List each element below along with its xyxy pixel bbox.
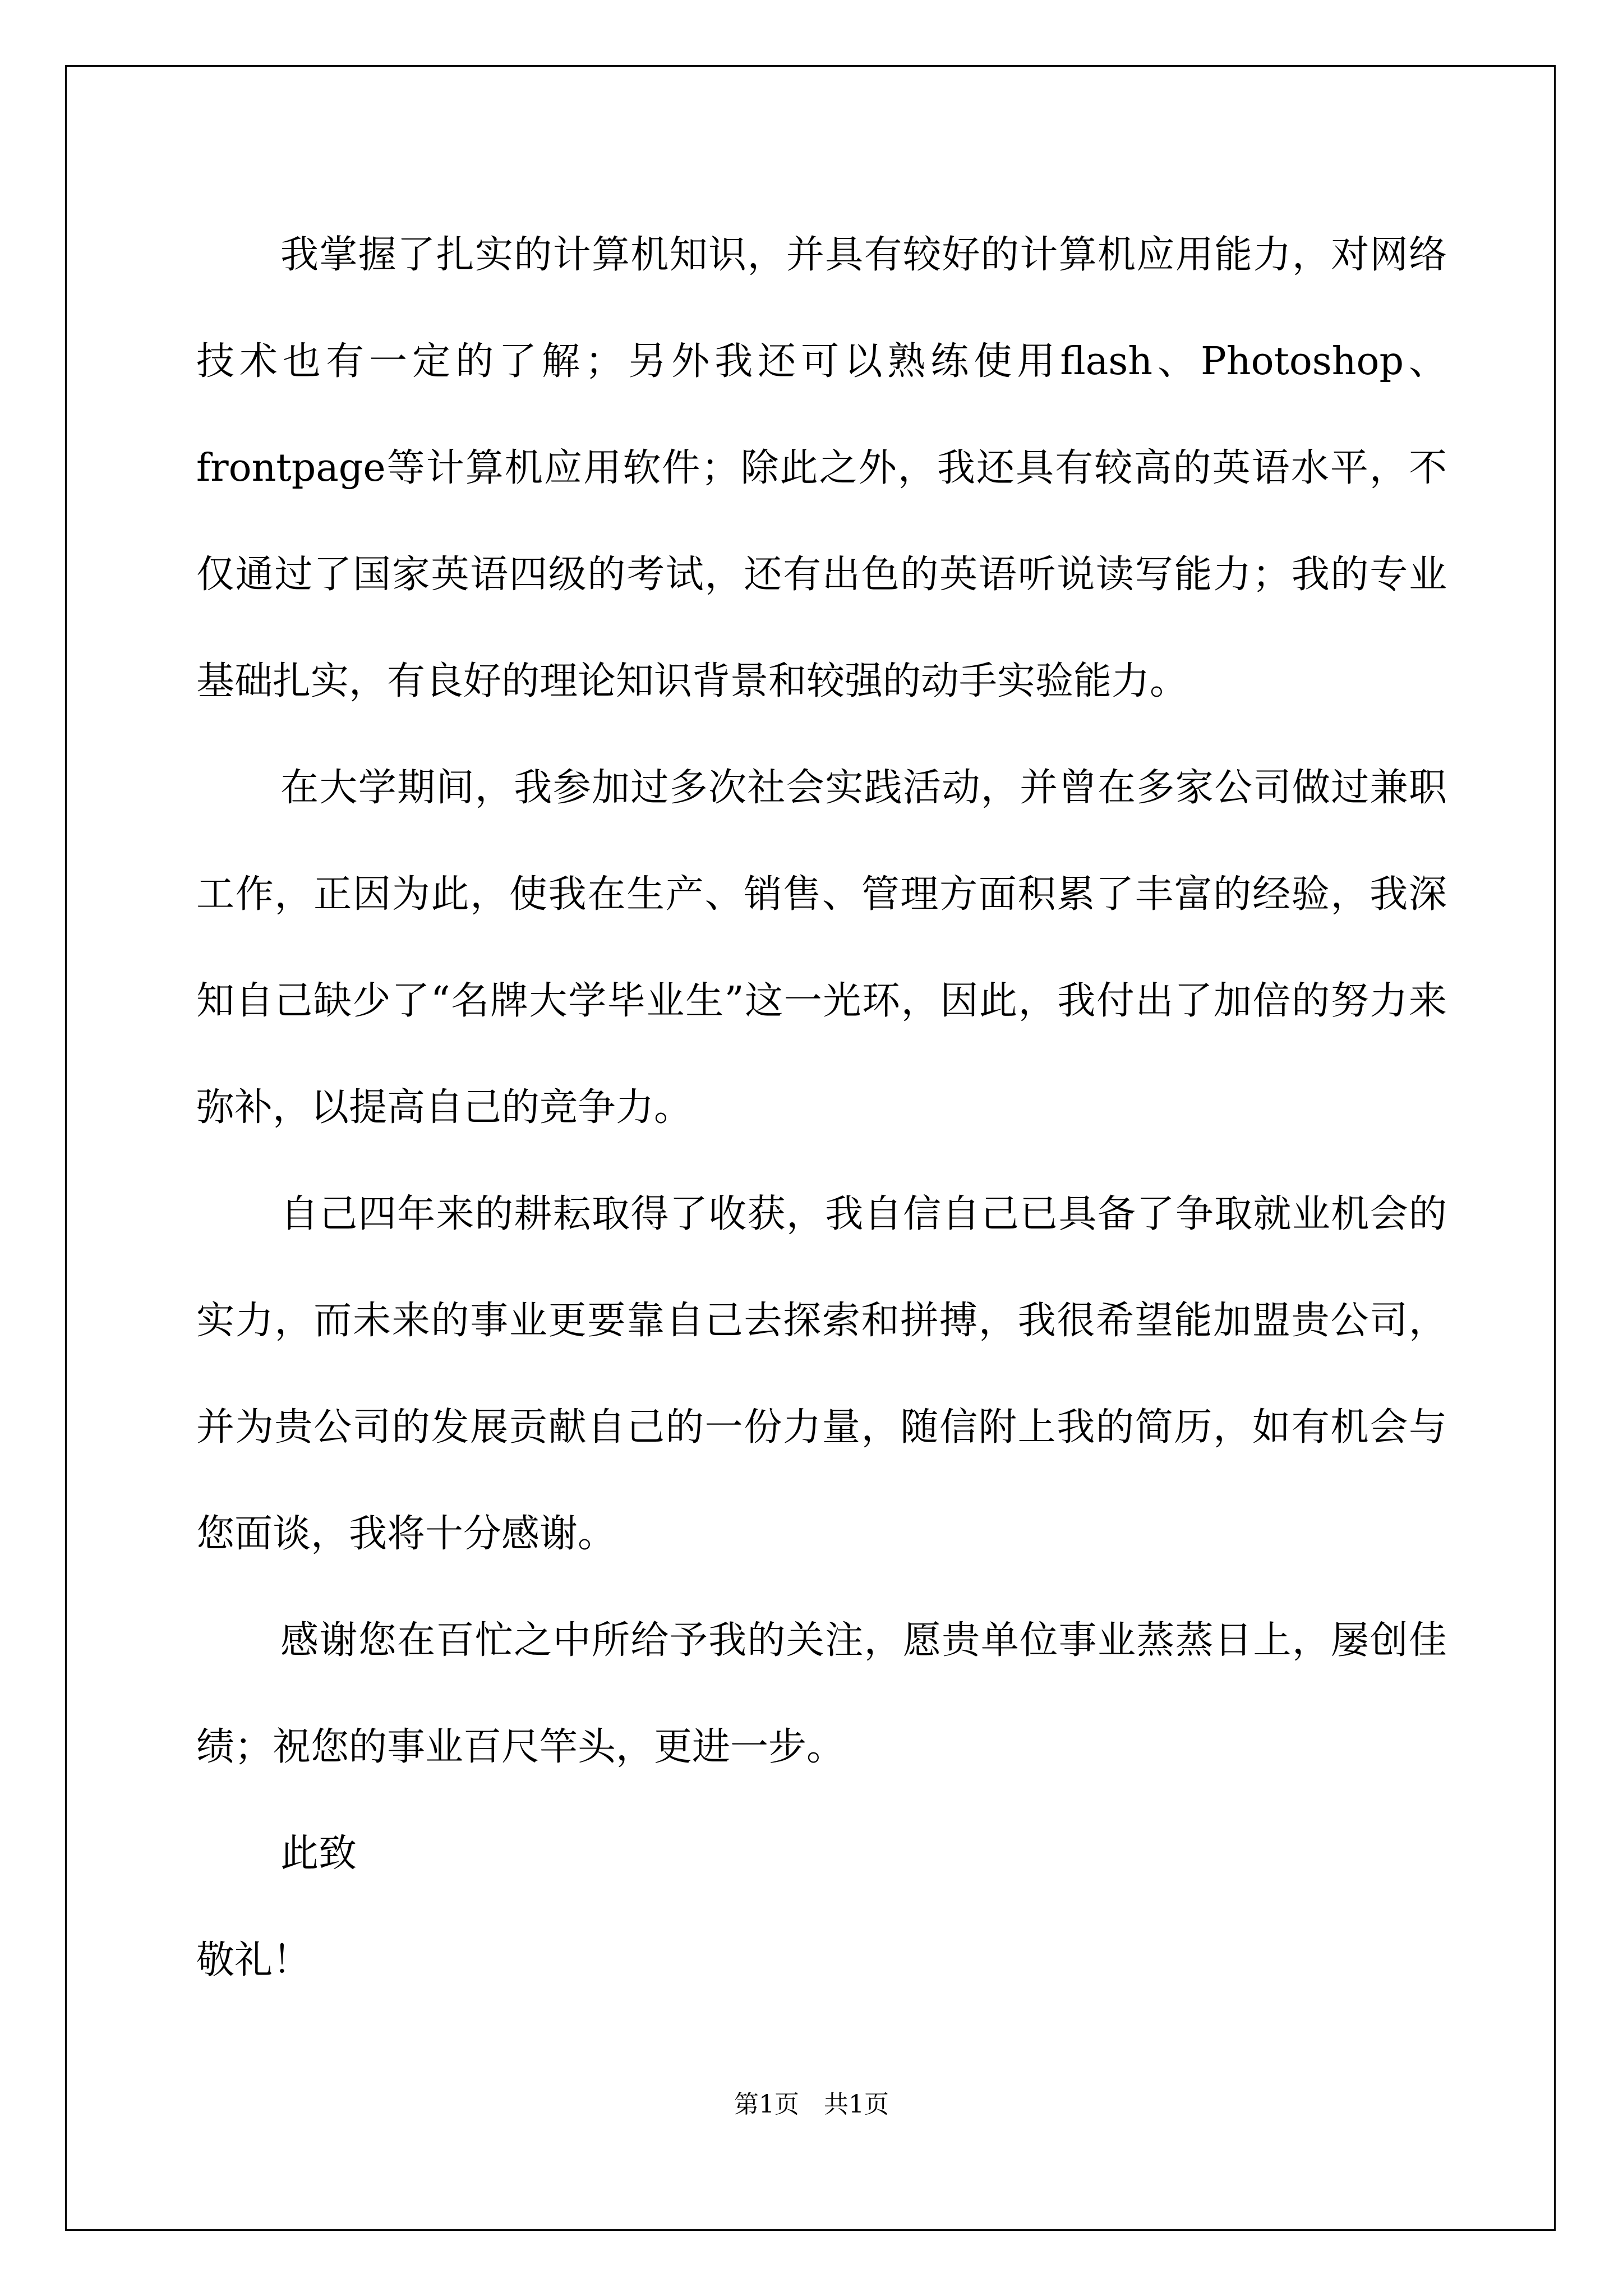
paragraph-thanks: 感谢您在百忙之中所给予我的关注，愿贵单位事业蒸蒸日上，屡创佳绩；祝您的事业百尺竿头，更进一步。 — [196, 1618, 1447, 1769]
paragraph-experience: 在大学期间，我参加过多次社会实践活动，并曾在多家公司做过兼职工作，正因为此，使我在生产、销售、管理方面积累了丰富的经验，我深知自己缺少了“名牌大学毕业生”这一光环，因此，我付出了加倍的努力来弥补，以提高自己的竞争力。 — [196, 766, 1447, 1130]
salutation-line: 敬礼！ — [196, 1938, 311, 1982]
page-footer: 第1页 共1页 — [734, 2090, 889, 2119]
closing-line: 此致 — [280, 1832, 357, 1876]
paragraph-aspiration: 自己四年来的耕耘取得了收获，我自信自己已具备了争取就业机会的实力，而未来的事业更要靠自己去探索和拼搏，我很希望能加盟贵公司，并为贵公司的发展贡献自己的一份力量，随信附上我的简历，如有机会与您面谈，我将十分感谢。 — [196, 1192, 1447, 1556]
letter-body — [196, 202, 1447, 2014]
paragraph-skills: 我掌握了扎实的计算机知识，并具有较好的计算机应用能力，对网络技术也有一定的了解；另外我还可以熟练使用flash、Photoshop、frontpage等计算机应用软件；除此之外，我还具有较高的英语水平，不仅通过了国家英语四级的考试，还有出色的英语听说读写能力；我的专业基础扎实，有良好的理论知识背景和较强的动手实验能力。 — [196, 233, 1447, 703]
